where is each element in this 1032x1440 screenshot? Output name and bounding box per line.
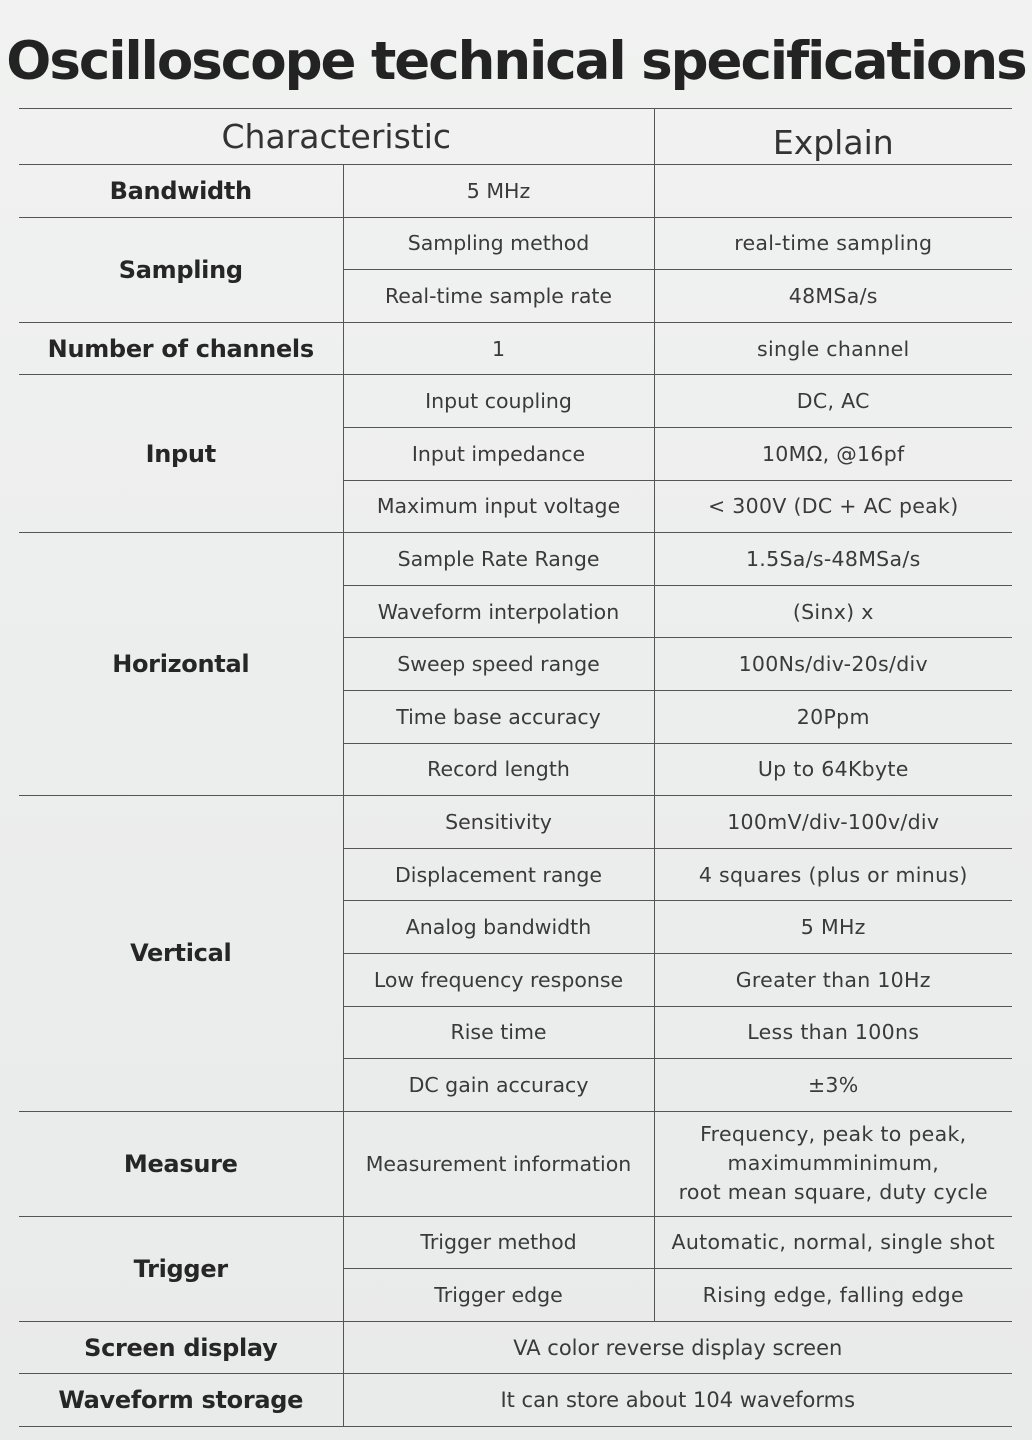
item-bandwidth: 5 MHz [343,165,654,218]
value-sensitivity: 100mV/div-100v/div [654,796,1012,849]
value-line: maximumminimum, [727,1151,940,1176]
item-low-frequency-response: Low frequency response [343,953,654,1006]
category-channels: Number of channels [19,322,343,375]
item-trigger-method: Trigger method [343,1216,654,1269]
spec-table [19,108,1012,1427]
table-row [19,375,1012,428]
value-input-coupling: DC, AC [654,375,1012,428]
value-line: root mean square, duty cycle [678,1180,988,1205]
header-explain: Explain [654,109,1012,165]
item-sampling-method: Sampling method [343,217,654,270]
category-vertical: Vertical [19,796,343,1112]
table-row [19,1216,1012,1269]
category-bandwidth: Bandwidth [19,165,343,218]
category-input: Input [19,375,343,533]
category-sampling: Sampling [19,217,343,322]
item-sensitivity: Sensitivity [343,796,654,849]
item-sample-rate: Real-time sample rate [343,270,654,323]
value-sample-rate: 48MSa/s [654,270,1012,323]
value-waveform-storage: It can store about 104 waveforms [343,1374,1012,1427]
value-displacement-range: 4 squares (plus or minus) [654,848,1012,901]
value-channels: single channel [654,322,1012,375]
category-screen-display: Screen display [19,1321,343,1374]
table-row [19,533,1012,586]
category-horizontal: Horizontal [19,533,343,796]
category-trigger: Trigger [19,1216,343,1321]
value-sweep-speed-range: 100Ns/div-20s/div [654,638,1012,691]
table-row [19,217,1012,270]
value-measurement-information [654,1111,1012,1216]
table-row [19,1111,1012,1216]
item-sweep-speed-range: Sweep speed range [343,638,654,691]
category-measure: Measure [19,1111,343,1216]
table-row [19,322,1012,375]
value-trigger-edge: Rising edge, falling edge [654,1269,1012,1322]
page-title: Oscilloscope technical specifications [6,31,1026,92]
item-analog-bandwidth: Analog bandwidth [343,901,654,954]
value-analog-bandwidth: 5 MHz [654,901,1012,954]
category-waveform-storage: Waveform storage [19,1374,343,1427]
table-row [19,1374,1012,1427]
item-waveform-interpolation: Waveform interpolation [343,585,654,638]
value-sampling-method: real-time sampling [654,217,1012,270]
value-low-frequency-response: Greater than 10Hz [654,953,1012,1006]
value-line: Frequency, peak to peak, [700,1122,967,1147]
table-row [19,796,1012,849]
item-rise-time: Rise time [343,1006,654,1059]
item-measurement-information: Measurement information [343,1111,654,1216]
item-input-impedance: Input impedance [343,427,654,480]
value-dc-gain-accuracy: ±3% [654,1059,1012,1112]
item-max-input-voltage: Maximum input voltage [343,480,654,533]
value-screen-display: VA color reverse display screen [343,1321,1012,1374]
item-dc-gain-accuracy: DC gain accuracy [343,1059,654,1112]
value-record-length: Up to 64Kbyte [654,743,1012,796]
value-input-impedance: 10MΩ, @16pf [654,427,1012,480]
table-row [19,165,1012,218]
value-sample-rate-range: 1.5Sa/s-48MSa/s [654,533,1012,586]
value-trigger-method: Automatic, normal, single shot [654,1216,1012,1269]
item-time-base-accuracy: Time base accuracy [343,690,654,743]
value-rise-time: Less than 100ns [654,1006,1012,1059]
value-max-input-voltage: < 300V (DC + AC peak) [654,480,1012,533]
header-characteristic: Characteristic [19,109,654,165]
value-waveform-interpolation: (Sinx) x [654,585,1012,638]
item-displacement-range: Displacement range [343,848,654,901]
item-trigger-edge: Trigger edge [343,1269,654,1322]
table-row [19,1321,1012,1374]
value-bandwidth [654,165,1012,218]
table-header-row [19,109,1012,165]
value-time-base-accuracy: 20Ppm [654,690,1012,743]
item-record-length: Record length [343,743,654,796]
item-sample-rate-range: Sample Rate Range [343,533,654,586]
item-input-coupling: Input coupling [343,375,654,428]
item-channels: 1 [343,322,654,375]
